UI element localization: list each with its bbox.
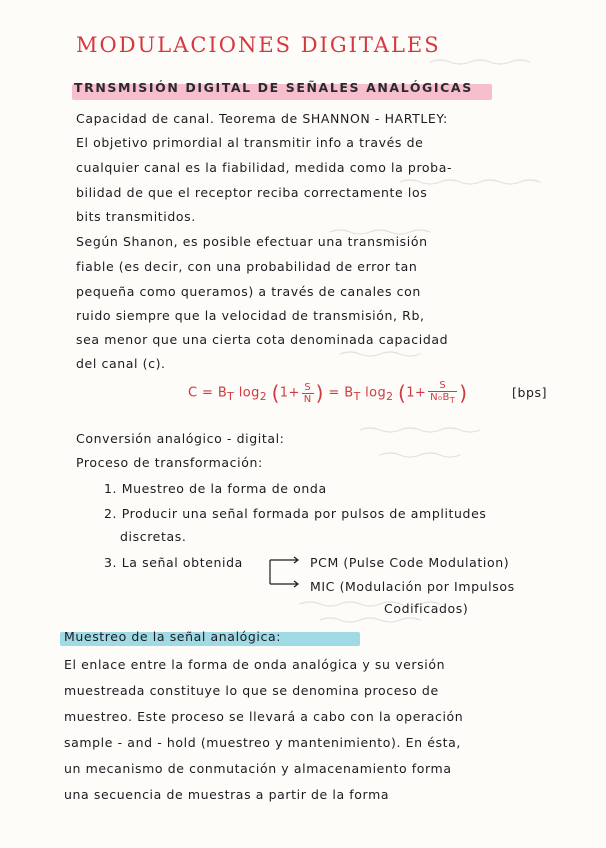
- formula-fraction-sn: [302, 382, 314, 405]
- formula-sub: T: [227, 390, 235, 404]
- formula-one: 1+: [406, 385, 427, 401]
- paragraph-line: Según Shanon, es posible efectuar una transmisión: [76, 234, 428, 249]
- formula-log-base: 2: [259, 390, 268, 404]
- branch-mic: MIC (Modulación por Impulsos: [310, 579, 515, 594]
- branch-arrow-icon: [260, 556, 310, 590]
- formula-fraction-snobt: [428, 380, 457, 406]
- section-heading-sampling: Muestreo de la señal analógica:: [64, 629, 282, 644]
- step-item: 1. Muestreo de la forma de onda: [104, 481, 327, 496]
- paragraph-line: El enlace entre la forma de onda analógica y su versión: [64, 657, 446, 672]
- paragraph-line: ruido siempre que la velocidad de transmisión, Rb,: [76, 308, 425, 323]
- formula-one: 1+: [279, 385, 300, 401]
- paragraph-line: una secuencia de muestras a partir de la forma: [64, 787, 390, 802]
- formula-log: log: [365, 385, 387, 401]
- formula-eq: = B: [328, 385, 354, 401]
- denominator-text: N₀B: [430, 392, 450, 403]
- subtitle: TRNSMISIÓN DIGITAL DE SEÑALES ANALÓGICAS: [74, 80, 473, 95]
- paragraph-line: muestreada constituye lo que se denomina proceso de: [64, 683, 439, 698]
- step-item-continued: discretas.: [120, 529, 187, 544]
- paragraph-line: cualquier canal es la fiabilidad, medida como la proba-: [76, 160, 453, 175]
- paragraph-line: sample - and - hold (muestreo y mantenimiento). En ésta,: [64, 735, 461, 750]
- formula-log-base: 2: [386, 390, 394, 404]
- paragraph-line: bilidad de que el receptor reciba correctamente los: [76, 185, 428, 200]
- fraction-numerator: S: [302, 382, 314, 394]
- formula-log: log: [238, 385, 260, 401]
- branch-mic-continued: Codificados): [384, 601, 469, 616]
- page-title: MODULACIONES DIGITALES: [76, 33, 441, 57]
- formula-paren: ): [459, 381, 468, 405]
- paragraph-line: El objetivo primordial al transmitir info a través de: [76, 135, 424, 150]
- paragraph-line: sea menor que una cierta cota denominada capacidad: [76, 332, 449, 347]
- branch-pcm: PCM (Pulse Code Modulation): [310, 555, 510, 570]
- shannon-formula: [188, 380, 467, 406]
- formula-paren: (: [398, 381, 407, 405]
- formula-sub: T: [353, 390, 361, 404]
- paragraph-line: fiable (es decir, con una probabilidad de error tan: [76, 259, 418, 274]
- paragraph-line: pequeña como queramos) a través de canales con: [76, 284, 421, 299]
- fraction-numerator: S: [428, 380, 457, 392]
- denominator-sub: T: [449, 395, 456, 405]
- step-item: 3. La señal obtenida: [104, 555, 243, 570]
- fraction-denominator: N: [303, 393, 312, 405]
- section-heading-conversion: Conversión analógico - digital:: [76, 431, 285, 446]
- paragraph-line: bits transmitidos.: [76, 209, 196, 224]
- paragraph-line: muestreo. Este proceso se llevará a cabo con la operación: [64, 709, 464, 724]
- formula-paren: ): [315, 381, 324, 405]
- fraction-denominator: [428, 392, 457, 406]
- formula-lhs: C = B: [188, 385, 228, 401]
- paragraph-line: del canal (c).: [76, 356, 166, 371]
- step-item: 2. Producir una señal formada por pulsos de amplitudes: [104, 506, 487, 521]
- paragraph-line: un mecanismo de conmutación y almacenamiento forma: [64, 761, 452, 776]
- paragraph-line: Capacidad de canal. Teorema de SHANNON - HARTLEY:: [76, 111, 448, 126]
- formula-unit: [bps]: [512, 385, 548, 400]
- formula-paren: (: [271, 381, 280, 405]
- conversion-intro: Proceso de transformación:: [76, 455, 263, 470]
